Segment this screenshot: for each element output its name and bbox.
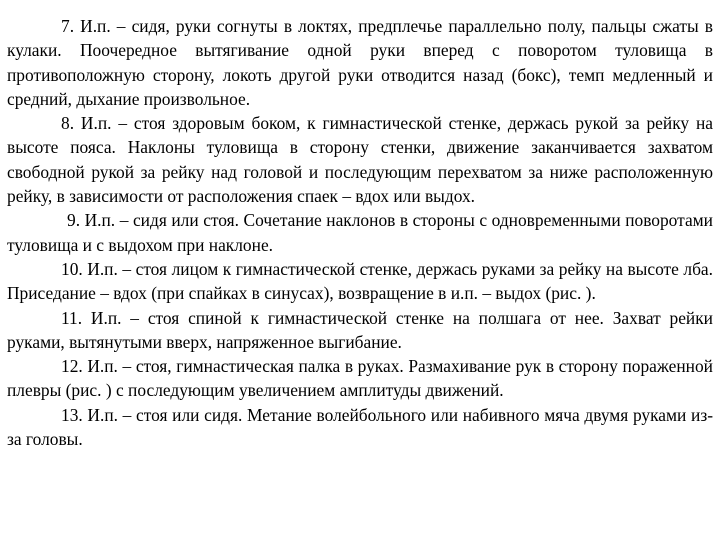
- exercise-paragraph-10: 10. И.п. – стоя лицом к гимнастической стенке, держась руками за рейку на высоте лба. Приседание – вдох (при спайках в синусах), возвращение в и.п. – выдох (рис. ).: [7, 258, 713, 304]
- exercise-paragraph-8: 8. И.п. – стоя здоровым боком, к гимнастической стенке, держась рукой за рейку на высоте пояса. Наклоны туловища в сторону стенки, движение заканчивается захватом свободной рукой за рейку над головой и последующим перехватом за ниже расположенную рейку, в зависимости от расположения спаек – вдох или выдох.: [7, 113, 713, 207]
- exercise-paragraph-13: 13. И.п. – стоя или сидя. Метание волейбольного или набивного мяча двумя руками из-за головы.: [7, 404, 713, 450]
- exercise-text-block: [7, 14, 713, 451]
- exercise-paragraph-7: 7. И.п. – сидя, руки согнуты в локтях, предплечье параллельно полу, пальцы сжаты в кулаки. Поочередное вытягивание одной руки вперед с поворотом туловища в противоположную сторону, локоть другой руки отводится назад (бокс), темп медленный и средний, дыхание произвольное.: [7, 16, 713, 109]
- exercise-paragraph-11: 11. И.п. – стоя спиной к гимнастической стенке на полшага от нее. Захват рейки руками, вытянутыми вверх, напряженное выгибание.: [7, 307, 713, 352]
- exercise-paragraph-9: 9. И.п. – сидя или стоя. Сочетание наклонов в стороны с одновременными поворотами туловища и с выдохом при наклоне.: [7, 210, 713, 255]
- exercise-paragraph-12: 12. И.п. – стоя, гимнастическая палка в руках. Размахивание рук в сторону пораженной плевры (рис. ) с последующим увеличением амплитуды движений.: [7, 356, 713, 401]
